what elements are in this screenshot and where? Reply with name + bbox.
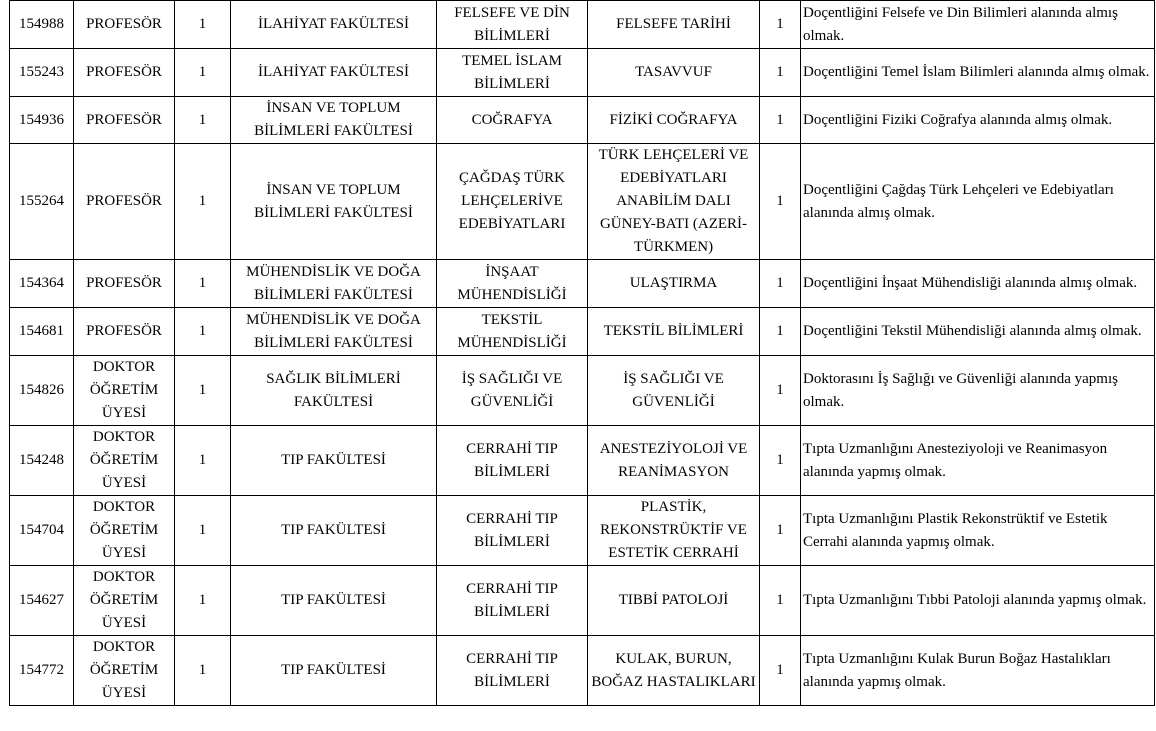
table-row <box>10 566 1155 636</box>
anabilim-cell: PLASTİK, REKONSTRÜKTİF VE ESTETİK CERRAHİ <box>588 496 760 566</box>
sayi-cell: 1 <box>760 356 801 426</box>
birim-cell: İNSAN VE TOPLUM BİLİMLERİ FAKÜLTESİ <box>231 97 437 144</box>
sart-cell: Doçentliğini Çağdaş Türk Lehçeleri ve Edebiyatları alanında almış olmak. <box>801 144 1155 260</box>
sayi-cell: 1 <box>760 1 801 49</box>
adet-cell: 1 <box>175 97 231 144</box>
kadro-cell: PROFESÖR <box>74 1 175 49</box>
anabilim-cell: FELSEFE TARİHİ <box>588 1 760 49</box>
sart-cell: Doçentliğini Temel İslam Bilimleri alanında almış olmak. <box>801 49 1155 97</box>
ilan-no-cell: 155243 <box>10 49 74 97</box>
kadro-cell: PROFESÖR <box>74 308 175 356</box>
sart-cell: Tıpta Uzmanlığını Tıbbi Patoloji alanında yapmış olmak. <box>801 566 1155 636</box>
adet-cell: 1 <box>175 49 231 97</box>
table-row <box>10 496 1155 566</box>
birim-cell: SAĞLIK BİLİMLERİ FAKÜLTESİ <box>231 356 437 426</box>
kadro-cell: DOKTOR ÖĞRETİM ÜYESİ <box>74 356 175 426</box>
ilan-no-cell: 155264 <box>10 144 74 260</box>
bolum-cell: COĞRAFYA <box>437 97 588 144</box>
bolum-cell: ÇAĞDAŞ TÜRK LEHÇELERİVE EDEBİYATLARI <box>437 144 588 260</box>
anabilim-cell: İŞ SAĞLIĞI VE GÜVENLİĞİ <box>588 356 760 426</box>
kadro-cell: PROFESÖR <box>74 49 175 97</box>
bolum-cell: İNŞAAT MÜHENDİSLİĞİ <box>437 260 588 308</box>
table-row <box>10 97 1155 144</box>
birim-cell: TIP FAKÜLTESİ <box>231 636 437 706</box>
table-row <box>10 308 1155 356</box>
anabilim-cell: TIBBİ PATOLOJİ <box>588 566 760 636</box>
table-row <box>10 144 1155 260</box>
job-listings-table <box>9 0 1155 706</box>
adet-cell: 1 <box>175 636 231 706</box>
bolum-cell: CERRAHİ TIP BİLİMLERİ <box>437 496 588 566</box>
ilan-no-cell: 154364 <box>10 260 74 308</box>
birim-cell: İNSAN VE TOPLUM BİLİMLERİ FAKÜLTESİ <box>231 144 437 260</box>
anabilim-cell: ANESTEZİYOLOJİ VE REANİMASYON <box>588 426 760 496</box>
adet-cell: 1 <box>175 496 231 566</box>
bolum-cell: İŞ SAĞLIĞI VE GÜVENLİĞİ <box>437 356 588 426</box>
birim-cell: İLAHİYAT FAKÜLTESİ <box>231 1 437 49</box>
bolum-cell: FELSEFE VE DİN BİLİMLERİ <box>437 1 588 49</box>
table-row <box>10 49 1155 97</box>
sart-cell: Doktorasını İş Sağlığı ve Güvenliği alanında yapmış olmak. <box>801 356 1155 426</box>
birim-cell: MÜHENDİSLİK VE DOĞA BİLİMLERİ FAKÜLTESİ <box>231 260 437 308</box>
kadro-cell: DOKTOR ÖĞRETİM ÜYESİ <box>74 496 175 566</box>
sayi-cell: 1 <box>760 97 801 144</box>
adet-cell: 1 <box>175 566 231 636</box>
sayi-cell: 1 <box>760 636 801 706</box>
sart-cell: Tıpta Uzmanlığını Plastik Rekonstrüktif ve Estetik Cerrahi alanında yapmış olmak. <box>801 496 1155 566</box>
ilan-no-cell: 154988 <box>10 1 74 49</box>
sayi-cell: 1 <box>760 308 801 356</box>
sart-cell: Doçentliğini Felsefe ve Din Bilimleri alanında almış olmak. <box>801 1 1155 49</box>
table-row <box>10 260 1155 308</box>
ilan-no-cell: 154826 <box>10 356 74 426</box>
bolum-cell: TEMEL İSLAM BİLİMLERİ <box>437 49 588 97</box>
adet-cell: 1 <box>175 1 231 49</box>
ilan-no-cell: 154681 <box>10 308 74 356</box>
table-row <box>10 1 1155 49</box>
bolum-cell: CERRAHİ TIP BİLİMLERİ <box>437 566 588 636</box>
kadro-cell: DOKTOR ÖĞRETİM ÜYESİ <box>74 426 175 496</box>
anabilim-cell: TASAVVUF <box>588 49 760 97</box>
adet-cell: 1 <box>175 144 231 260</box>
birim-cell: TIP FAKÜLTESİ <box>231 496 437 566</box>
sayi-cell: 1 <box>760 260 801 308</box>
ilan-no-cell: 154704 <box>10 496 74 566</box>
sayi-cell: 1 <box>760 49 801 97</box>
sart-cell: Doçentliğini Tekstil Mühendisliği alanında almış olmak. <box>801 308 1155 356</box>
kadro-cell: DOKTOR ÖĞRETİM ÜYESİ <box>74 636 175 706</box>
kadro-cell: PROFESÖR <box>74 260 175 308</box>
ilan-no-cell: 154772 <box>10 636 74 706</box>
ilan-no-cell: 154936 <box>10 97 74 144</box>
sart-cell: Doçentliğini Fiziki Coğrafya alanında almış olmak. <box>801 97 1155 144</box>
adet-cell: 1 <box>175 356 231 426</box>
bolum-cell: CERRAHİ TIP BİLİMLERİ <box>437 426 588 496</box>
ilan-no-cell: 154627 <box>10 566 74 636</box>
anabilim-cell: KULAK, BURUN, BOĞAZ HASTALIKLARI <box>588 636 760 706</box>
ilan-no-cell: 154248 <box>10 426 74 496</box>
sayi-cell: 1 <box>760 426 801 496</box>
birim-cell: TIP FAKÜLTESİ <box>231 426 437 496</box>
kadro-cell: DOKTOR ÖĞRETİM ÜYESİ <box>74 566 175 636</box>
sart-cell: Tıpta Uzmanlığını Anesteziyoloji ve Reanimasyon alanında yapmış olmak. <box>801 426 1155 496</box>
table-row <box>10 356 1155 426</box>
kadro-cell: PROFESÖR <box>74 97 175 144</box>
bolum-cell: CERRAHİ TIP BİLİMLERİ <box>437 636 588 706</box>
adet-cell: 1 <box>175 426 231 496</box>
sart-cell: Doçentliğini İnşaat Mühendisliği alanında almış olmak. <box>801 260 1155 308</box>
anabilim-cell: TEKSTİL BİLİMLERİ <box>588 308 760 356</box>
birim-cell: MÜHENDİSLİK VE DOĞA BİLİMLERİ FAKÜLTESİ <box>231 308 437 356</box>
anabilim-cell: ULAŞTIRMA <box>588 260 760 308</box>
sayi-cell: 1 <box>760 496 801 566</box>
sart-cell: Tıpta Uzmanlığını Kulak Burun Boğaz Hastalıkları alanında yapmış olmak. <box>801 636 1155 706</box>
table-row <box>10 426 1155 496</box>
anabilim-cell: FİZİKİ COĞRAFYA <box>588 97 760 144</box>
birim-cell: TIP FAKÜLTESİ <box>231 566 437 636</box>
table-row <box>10 636 1155 706</box>
birim-cell: İLAHİYAT FAKÜLTESİ <box>231 49 437 97</box>
kadro-cell: PROFESÖR <box>74 144 175 260</box>
sayi-cell: 1 <box>760 144 801 260</box>
anabilim-cell: TÜRK LEHÇELERİ VE EDEBİYATLARI ANABİLİM DALI GÜNEY-BATI (AZERİ-TÜRKMEN) <box>588 144 760 260</box>
bolum-cell: TEKSTİL MÜHENDİSLİĞİ <box>437 308 588 356</box>
sayi-cell: 1 <box>760 566 801 636</box>
adet-cell: 1 <box>175 260 231 308</box>
adet-cell: 1 <box>175 308 231 356</box>
